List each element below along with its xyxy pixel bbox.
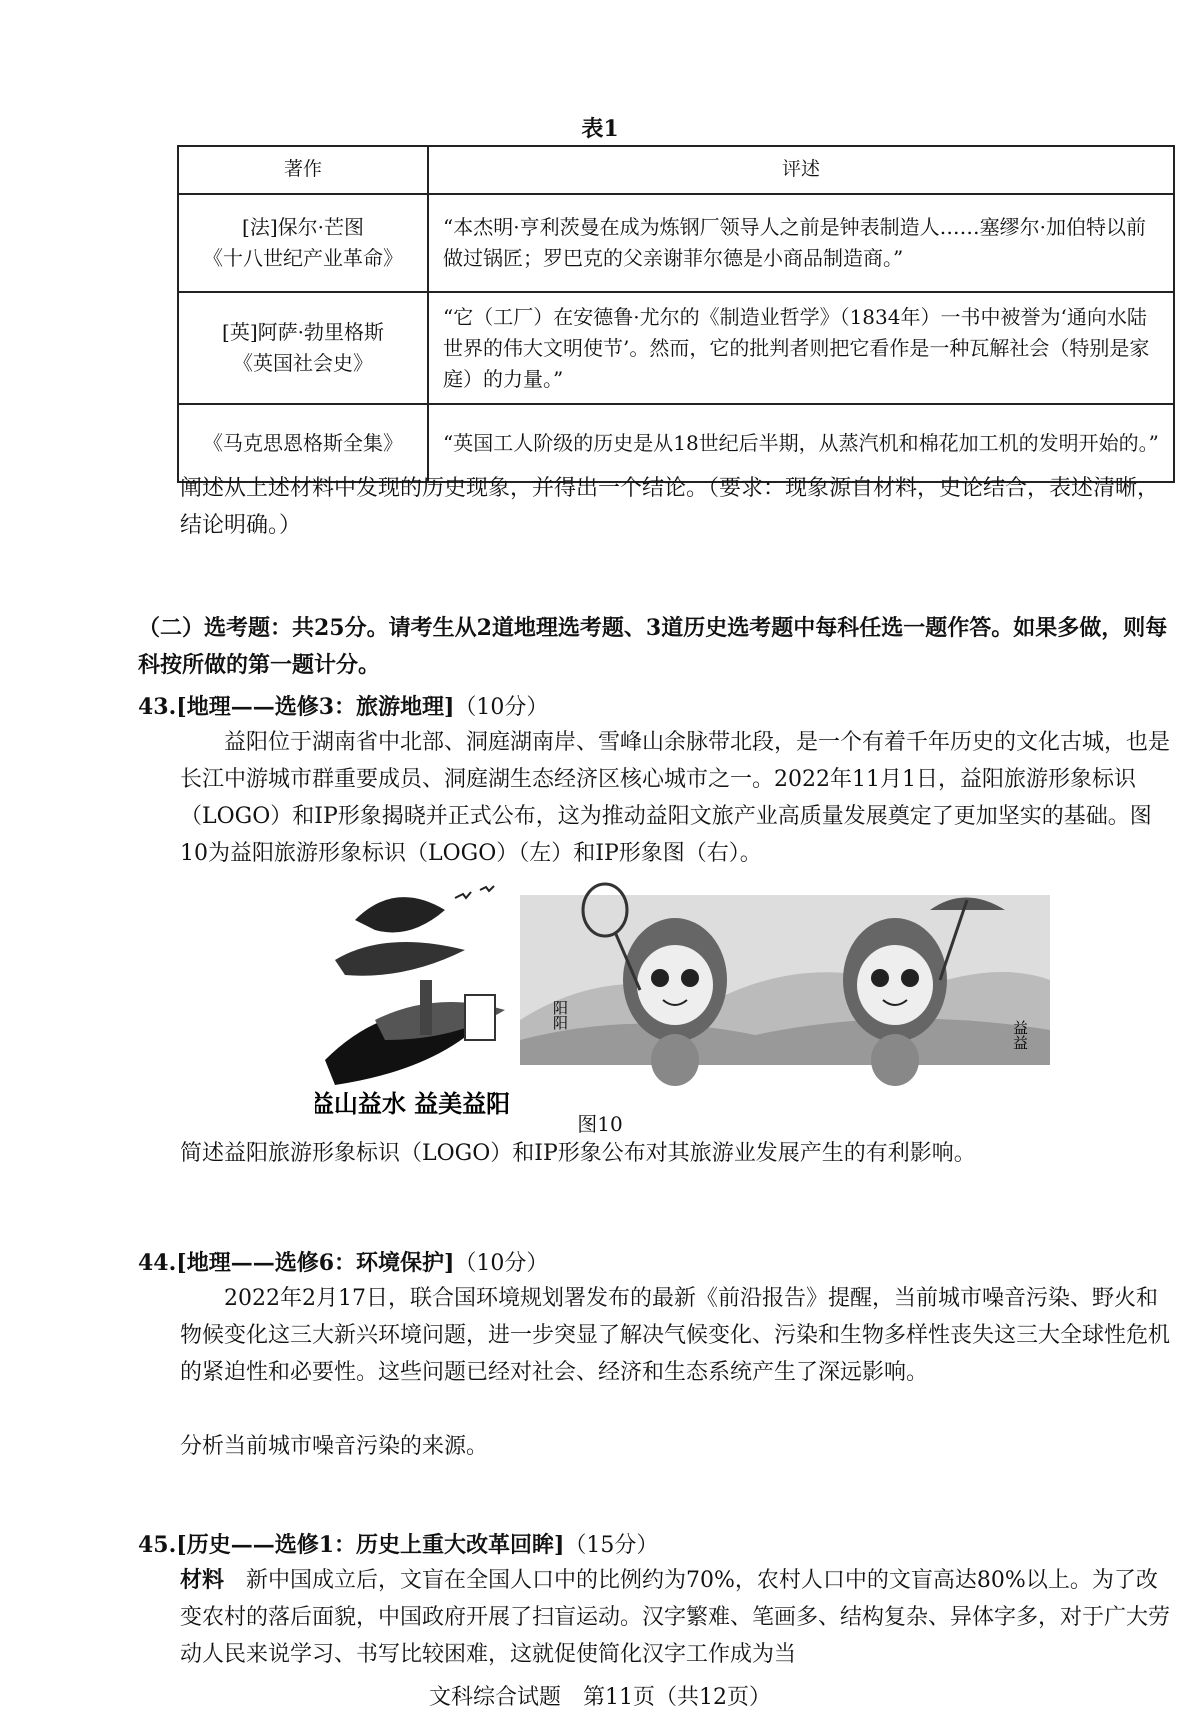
table-caption: 表1 xyxy=(581,116,619,142)
section-2-heading: （二）选考题：共25分。请考生从2道地理选考题、3道历史选考题中每科任选一题作答。如果多做，则每科按所做的第一题计分。 xyxy=(138,615,1168,678)
q43-number: 43. xyxy=(138,694,177,720)
q44-paragraph: 2022年2月17日，联合国环境规划署发布的最新《前沿报告》提醒，当前城市噪音污染、野火和物候变化这三大新兴环境问题，进一步突显了解决气候变化、污染和生物多样性丧失这三大全球性危机的紧迫性和必要性。这些问题已经对社会、经济和生态系统产生了深远影响。 xyxy=(180,1286,1171,1385)
task-42-instruction: 阐述从上述材料中发现的历史现象，并得出一个结论。（要求：现象源自材料，史论结合，表述清晰，结论明确。） xyxy=(180,476,1160,538)
q45-title: [历史——选修1：历史上重大改革回眸] xyxy=(176,1532,565,1558)
table-row xyxy=(178,292,1174,404)
q44-heading xyxy=(138,1246,1178,1277)
work-author: [法]保尔·芒图 xyxy=(242,215,364,239)
figure-10 xyxy=(315,870,1055,1120)
q44-number: 44. xyxy=(138,1250,177,1276)
q44-question: 分析当前城市噪音污染的来源。 xyxy=(180,1434,489,1459)
ip-right-label: 益益 xyxy=(1011,1020,1029,1050)
q45-number: 45. xyxy=(138,1532,177,1558)
ip-image xyxy=(520,884,1050,1086)
table-row xyxy=(178,194,1174,292)
work-book: 《英国社会史》 xyxy=(233,351,373,375)
work-cell xyxy=(178,292,428,404)
header-comment: 评述 xyxy=(428,146,1174,194)
q43-paragraph: 益阳位于湖南省中北部、洞庭湖南岸、雪峰山余脉带北段，是一个有着千年历史的文化古城，也是长江中游城市群重要成员、洞庭湖生态经济区核心城市之一。2022年11月1日，益阳旅游形象标识（LOGO）和IP形象揭晓并正式公布，这为推动益阳文旅产业高质量发展奠定了更加坚实的基础。图10为益阳旅游形象标识（LOGO）（左）和IP形象图（右）。 xyxy=(180,730,1171,866)
logo-slogan: 益山益水 益美益阳 xyxy=(315,1089,511,1118)
header-work: 著作 xyxy=(178,146,428,194)
work-book: 《十八世纪产业革命》 xyxy=(203,246,403,270)
table-header-row xyxy=(178,146,1174,194)
page-footer: 文科综合试题 第11页（共12页） xyxy=(429,1685,771,1710)
q45-material xyxy=(180,1562,1175,1673)
yiyang-logo xyxy=(315,886,510,1118)
q43-score: （10分） xyxy=(454,695,549,720)
works-table xyxy=(177,145,1175,483)
q45-paragraph: 新中国成立后，文盲在全国人口中的比例约为70%，农村人口中的文盲高达80%以上。为了改变农村的落后面貌，中国政府开展了扫盲运动。汉字繁难、笔画多、结构复杂、异体字多，对于广大劳动人民来说学习、书写比较困难，这就促使简化汉字工作成为当 xyxy=(180,1568,1171,1667)
q43-question: 简述益阳旅游形象标识（LOGO）和IP形象公布对其旅游业发展产生的有利影响。 xyxy=(180,1141,976,1166)
q43-heading xyxy=(138,690,1178,721)
q43-title: [地理——选修3：旅游地理] xyxy=(176,694,455,720)
ip-left-label: 阳阳 xyxy=(551,1000,569,1030)
figure-10-graphic xyxy=(315,870,1055,1120)
comment-cell: “本杰明·亨利茨曼在成为炼钢厂领导人之前是钟表制造人……塞缪尔·加伯特以前做过锅匠；罗巴克的父亲谢菲尔德是小商品制造商。” xyxy=(428,194,1174,292)
comment-cell: “它（工厂）在安德鲁·尤尔的《制造业哲学》（1834年）一书中被誉为‘通向水陆世界的伟大文明使节’。然而，它的批判者则把它看作是一种瓦解社会（特别是家庭）的力量。” xyxy=(428,292,1174,404)
work-book: 《马克思恩格斯全集》 xyxy=(203,430,403,455)
figure-caption: 图10 xyxy=(577,1112,623,1136)
q44-score: （10分） xyxy=(454,1251,549,1276)
q45-material-label: 材料 xyxy=(180,1567,225,1593)
work-author: [英]阿萨·勃里格斯 xyxy=(222,320,384,344)
work-cell xyxy=(178,194,428,292)
q44-title: [地理——选修6：环境保护] xyxy=(176,1250,455,1276)
comment-cell: “英国工人阶级的历史是从18世纪后半期，从蒸汽机和棉花加工机的发明开始的。” xyxy=(428,404,1174,482)
q45-score: （15分） xyxy=(564,1533,659,1558)
q45-heading xyxy=(138,1528,1178,1559)
